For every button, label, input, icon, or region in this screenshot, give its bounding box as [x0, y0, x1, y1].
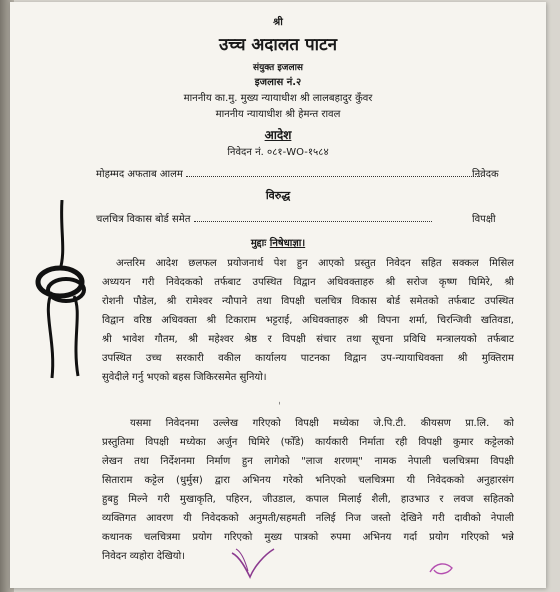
- judge-chief: माननीय का.मु. मुख्य न्यायाधीश श्री लालबहादुर कुँवर: [183, 93, 373, 104]
- judge-second: माननीय न्यायाधीश श्री हेमन्त रावल: [215, 109, 341, 120]
- bench-number: इजलास नं.२: [254, 77, 302, 88]
- binding-string: [22, 200, 102, 380]
- petition-number: निवेदन नं. ०८१-WO-१५८४: [227, 147, 329, 158]
- paragraph-line: अध्ययन गरी निवेदकको तर्फबाट उपस्थित विद्वान अधिवक्ताहरु श्री सरोज कृष्ण घिमिरे, श्री: [102, 277, 514, 288]
- paragraph-line: उपस्थित उच्च सरकारी वकील कार्यालय पाटनका विद्वान उप-न्यायाधिवक्ता श्री मुक्तिराम: [102, 353, 514, 364]
- paragraph-line: अन्तरिम आदेश छलफल प्रयोजनार्थ पेश हुन आएको प्रस्तुत निवेदन सहित सक्कल मिसिल: [116, 258, 514, 269]
- dotted-fill: [194, 221, 432, 222]
- stray-mark: ˌ: [278, 395, 281, 406]
- paragraph-hearing: [102, 254, 514, 387]
- paragraph-line: विद्वान वरिष्ठ अधिवक्ता श्री टिकाराम भट्टराई, अधिवक्ताहरु श्री विपना शर्मा, चिरन्जिवी खतिवडा,: [102, 315, 514, 326]
- dotted-fill: [186, 176, 482, 177]
- paragraph-line: कथानक चलचित्रमा प्रयोग गरिएको मुख्य पात्रको रुपमा अभिनय गर्दा प्रयोग गरिएको भन्ने: [102, 532, 514, 543]
- respondent-line: [96, 211, 432, 225]
- paragraph-line: सुवेदीले गर्नु भएको बहस जिकिरसमेत सुनियो।: [102, 372, 267, 383]
- petitioner-role: निवेदक: [472, 169, 499, 180]
- paragraph-line: प्रस्तुतिमा विपक्षी मध्येका अर्जुन घिमिरे (फोँडे) कार्यकारी निर्माता रही विपक्षी कुमार कट्टेलको: [102, 437, 514, 448]
- court-name: उच्च अदालत पाटन: [218, 35, 338, 55]
- paragraph-line: हुबहु मिल्ने गरी मुखाकृति, पहिरन, जीउडाल, कपाल मिलाई शैली, हाउभाउ र लवज सहितको: [102, 494, 514, 505]
- petitioner-line: [96, 166, 482, 180]
- respondent-name: चलचित्र विकास बोर्ड समेत: [96, 214, 191, 225]
- paragraph-line: व्यक्तिगत आवरण यी निवेदकको अनुमती/सहमती नलिई निज जस्तो देखिने गरी दावीको नेपाली: [102, 513, 514, 524]
- invocation: श्री: [273, 17, 283, 28]
- paragraph-line: निवेदन व्यहोरा देखियो।: [102, 551, 185, 562]
- versus: विरुद्ध: [265, 189, 291, 202]
- pen-scribble-mark: [428, 558, 458, 578]
- subject-label: मुद्दाः: [250, 238, 267, 249]
- paragraph-line: लेखन तथा निर्देशनमा निर्माण हुन लागेको "लाज शरणम्" नामक नेपाली चलचित्रमा विपक्षी: [102, 456, 514, 467]
- pen-tick-mark: [230, 547, 276, 581]
- paragraph-line: रोशनी पौडेल, श्री रामेश्वर न्यौपाने तथा विपक्षी चलचित्र विकास बोर्ड समेतको तर्फबाट उपस्थित: [102, 296, 514, 307]
- paragraph-line: सिताराम कट्टेल (धुर्मुस) द्वारा अभिनय गरेको भनिएको चलचित्रमा यी निवेदकको अनुहारसंग: [102, 475, 514, 486]
- respondent-role: विपक्षी: [472, 214, 496, 225]
- petitioner-name: मोहम्मद अफताब आलम: [96, 169, 183, 180]
- paragraph-facts: [102, 414, 514, 566]
- bench-type: संयुक्त इजलास: [252, 63, 303, 73]
- subject-value: निषेधाज्ञा।: [269, 238, 306, 249]
- paragraph-line: यसमा निवेदनमा उल्लेख गरिएको विपक्षी मध्येका जे.पि.टी. कीयसण प्रा.लि. को: [130, 418, 514, 429]
- order-heading: आदेश: [264, 128, 292, 142]
- paragraph-line: श्री भावेश गौतम, श्री महेश्वर श्रेष्ठ र विपक्षी संचार तथा सूचना प्रविधि मन्त्रालयको तर्फबाट: [102, 334, 514, 345]
